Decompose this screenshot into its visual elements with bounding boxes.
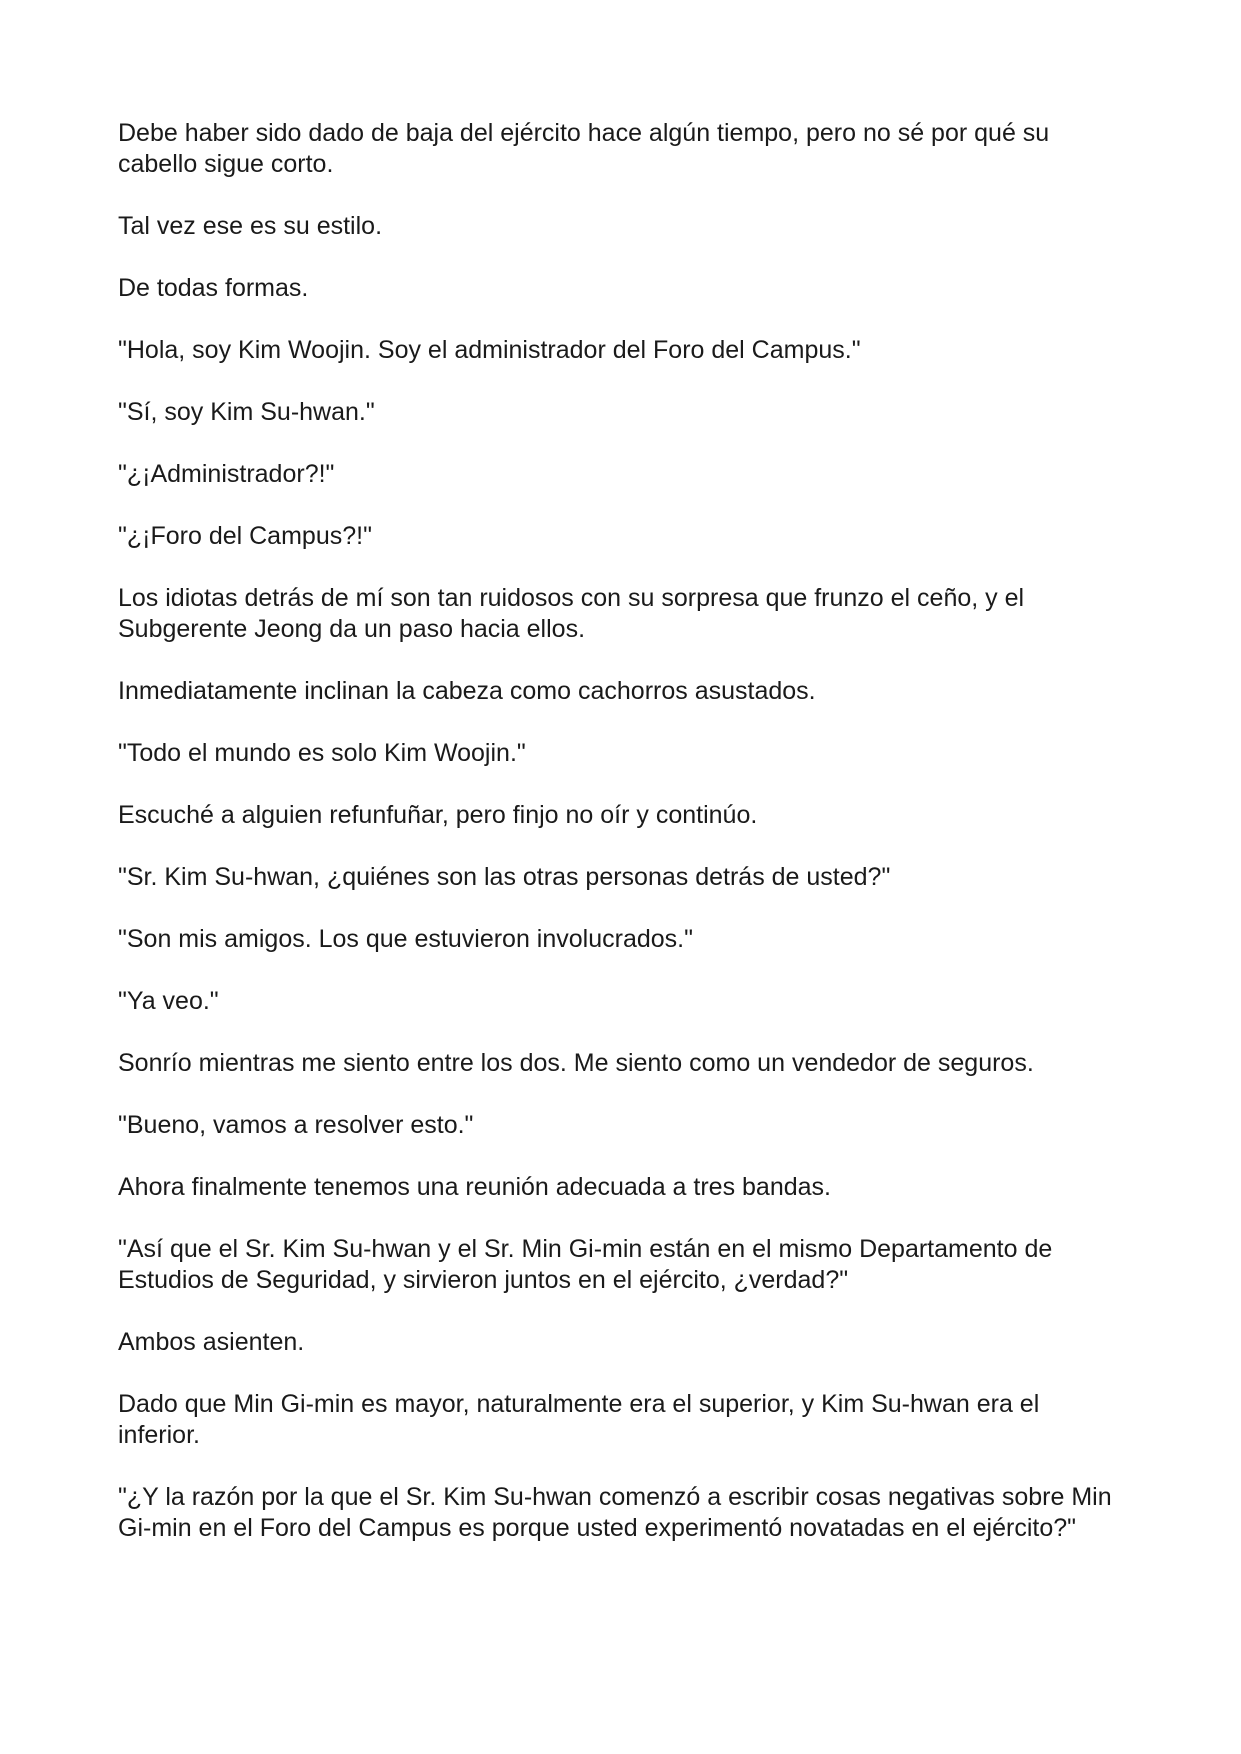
paragraph-13: "Son mis amigos. Los que estuvieron involucrados." (118, 925, 693, 953)
paragraph-18: "Así que el Sr. Kim Su-hwan y el Sr. Min Gi-min están en el mismo Departamento de Estudios de Seguridad, y sirvieron juntos en el ejército, ¿verdad?" (118, 1235, 1053, 1294)
paragraph-14: "Ya veo." (118, 987, 219, 1015)
paragraph-6: "¿¡Administrador?!" (118, 460, 335, 488)
paragraph-15: Sonrío mientras me siento entre los dos. Me siento como un vendedor de seguros. (118, 1049, 1034, 1077)
paragraph-5: "Sí, soy Kim Su-hwan." (118, 398, 375, 426)
paragraph-7: "¿¡Foro del Campus?!" (118, 522, 372, 550)
paragraph-19: Ambos asienten. (118, 1328, 305, 1356)
paragraph-4: "Hola, soy Kim Woojin. Soy el administrador del Foro del Campus." (118, 336, 861, 364)
paragraph-11: Escuché a alguien refunfuñar, pero finjo no oír y continúo. (118, 801, 758, 829)
paragraph-17: Ahora finalmente tenemos una reunión adecuada a tres bandas. (118, 1173, 831, 1201)
paragraph-21: "¿Y la razón por la que el Sr. Kim Su-hwan comenzó a escribir cosas negativas sobre Min Gi-min en el Foro del Campus es porque usted experimentó novatadas en el ejército?" (118, 1483, 1112, 1542)
paragraph-9: Inmediatamente inclinan la cabeza como cachorros asustados. (118, 677, 816, 705)
document-body (118, 118, 1128, 1575)
paragraph-20: Dado que Min Gi-min es mayor, naturalmente era el superior, y Kim Su-hwan era el inferior. (118, 1390, 1040, 1449)
paragraph-16: "Bueno, vamos a resolver esto." (118, 1111, 474, 1139)
paragraph-2: Tal vez ese es su estilo. (118, 212, 383, 240)
paragraph-8: Los idiotas detrás de mí son tan ruidosos con su sorpresa que frunzo el ceño, y el Subgerente Jeong da un paso hacia ellos. (118, 584, 1025, 643)
paragraph-10: "Todo el mundo es solo Kim Woojin." (118, 739, 526, 767)
paragraph-3: De todas formas. (118, 274, 309, 302)
paragraph-12: "Sr. Kim Su-hwan, ¿quiénes son las otras personas detrás de usted?" (118, 863, 891, 891)
paragraph-1: Debe haber sido dado de baja del ejército hace algún tiempo, pero no sé por qué su cabello sigue corto. (118, 119, 1050, 178)
